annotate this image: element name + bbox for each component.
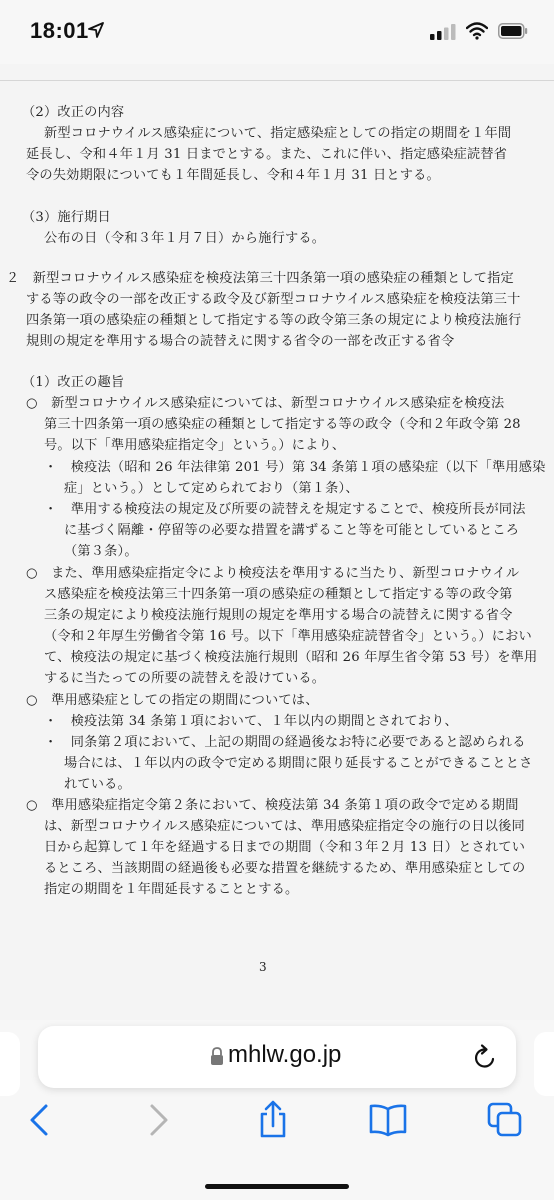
document-line: ・ 準用する検疫法の規定及び所要の読替えを規定することで、検疫所長が同法 — [44, 502, 526, 517]
address-bar[interactable] — [38, 1026, 516, 1088]
lock-icon — [210, 1046, 224, 1066]
document-line: 場合には、１年以内の政令で定める期間に限り延長することができることとさ — [64, 756, 533, 771]
document-line: （3）施行期日 — [22, 210, 111, 225]
document-line: 指定の期間を１年間延長することとする。 — [44, 882, 299, 897]
document-line: 延長し、令和４年１月 31 日までとする。また、これに伴い、指定感染症読替省 — [26, 147, 508, 162]
document-line: 号。以下「準用感染症指定令」という。）により、 — [44, 438, 346, 453]
document-line: 新型コロナウイルス感染症について、指定感染症としての指定の期間を１年間 — [44, 126, 512, 141]
url-text: mhlw.go.jp — [228, 1041, 342, 1068]
document-line: 第三十四条第一項の感染症の種類として指定する等の政令（令和２年政令第 28 — [44, 417, 521, 432]
document-line: ・ 検疫法第 34 条第１項において、１年以内の期間とされており、 — [44, 714, 458, 729]
document-line: 三条の規定により検疫法施行規則の規定を準用する場合の読替えに関する省令 — [44, 608, 513, 623]
document-line: ・ 検疫法（昭和 26 年法律第 201 号）第 34 条第１項の感染症（以下「準用感染 — [44, 460, 546, 475]
document-line: （1）改正の趣旨 — [22, 375, 125, 390]
document-line: は、新型コロナウイルス感染症については、準用感染症指定令の施行の日以後同 — [44, 819, 525, 834]
document-line: 令の失効期限についても１年間延長し、令和４年１月 31 日とする。 — [26, 168, 440, 183]
document-line: ○ 準用感染症指定令第２条において、検疫法第 34 条第１項の政令で定める期間 — [26, 798, 519, 813]
document-line: ○ また、準用感染症指定令により検疫法を準用するに当たり、新型コロナウイル — [26, 566, 520, 581]
document-line: 公布の日（令和３年１月７日）から施行する。 — [44, 231, 326, 246]
bookmarks-icon[interactable] — [368, 1100, 408, 1140]
pdf-page[interactable] — [0, 64, 554, 1020]
tabs-icon[interactable] — [485, 1100, 525, 1140]
status-bar — [0, 0, 554, 64]
document-line: 症」という。）として定められており（第１条）、 — [64, 481, 359, 496]
document-line: するに当たっての所要の読替えを設けている。 — [44, 671, 326, 686]
page-number: 3 — [259, 960, 267, 974]
document-line: るところ、当該期間の経過後も必要な措置を継続するため、準用感染症としての — [44, 861, 526, 876]
document-line: する等の政令の一部を改正する政令及び新型コロナウイルス感染症を検疫法第三十 — [26, 292, 521, 307]
signal-icon — [430, 24, 456, 40]
browser-bottom-bar — [0, 1020, 554, 1200]
document-line: ス感染症を検疫法第三十四条第一項の感染症の種類として指定する等の政令第 — [44, 587, 513, 602]
document-line: て、検疫法の規定に基づく検疫法施行規則（昭和 26 年厚生省令第 53 号）を準用 — [44, 650, 538, 665]
document-line: れている。 — [64, 777, 131, 792]
document-line: 規則の規定を準用する場合の読替えに関する省令の一部を改正する省令 — [26, 334, 455, 349]
document-line: （2）改正の内容 — [22, 105, 125, 120]
wifi-icon — [466, 22, 488, 40]
document-line: （令和２年厚生労働省令第 16 号。以下「準用感染症読替省令」という。）におい — [44, 629, 532, 644]
share-icon[interactable] — [253, 1100, 293, 1140]
document-line: ・ 同条第２項において、上記の期間の経過後なお特に必要であると認められる — [44, 735, 526, 750]
battery-icon — [498, 23, 528, 39]
back-icon[interactable] — [20, 1100, 60, 1140]
document-line: ２ 新型コロナウイルス感染症を検疫法第三十四条第一項の感染症の種類として指定 — [6, 271, 514, 286]
document-text — [0, 64, 554, 1020]
browser-toolbar — [0, 1100, 554, 1160]
previous-tab-edge[interactable] — [0, 1032, 20, 1096]
document-line: （第３条）。 — [64, 544, 138, 559]
next-tab-edge[interactable] — [534, 1032, 554, 1096]
location-arrow-icon — [88, 22, 104, 38]
document-line: 四条第一項の感染症の種類として指定する等の政令第三条の規定により検疫法施行 — [26, 313, 522, 328]
document-line: ○ 新型コロナウイルス感染症については、新型コロナウイルス感染症を検疫法 — [26, 396, 505, 411]
forward-icon[interactable] — [138, 1100, 178, 1140]
home-indicator — [205, 1184, 349, 1189]
document-line: ○ 準用感染症としての指定の期間については、 — [26, 693, 319, 708]
document-line: に基づく隔離・停留等の必要な措置を講ずること等を可能としているところ — [64, 523, 520, 538]
document-line: 日から起算して１年を経過する日までの期間（令和３年２月 13 日）とされてい — [44, 840, 526, 855]
reload-icon[interactable] — [472, 1043, 498, 1071]
status-time: 18:01 — [30, 18, 89, 43]
